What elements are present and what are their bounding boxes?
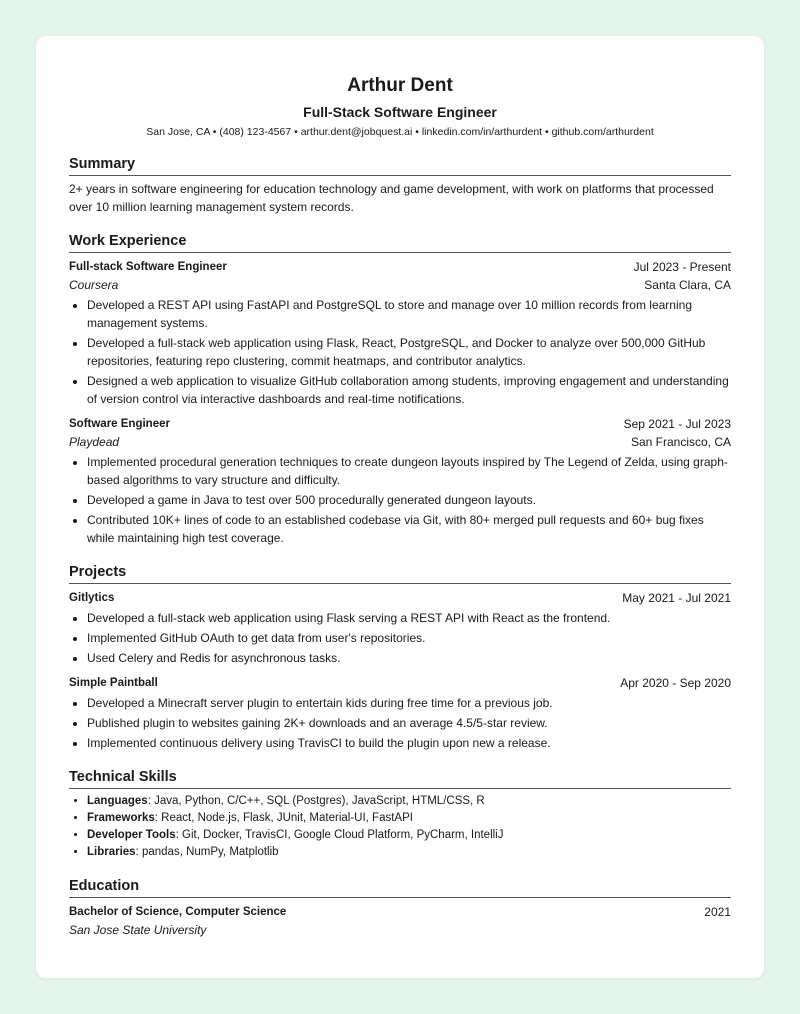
projects-section — [69, 563, 731, 752]
section-title-summary: Summary — [69, 155, 731, 176]
resume-header — [69, 74, 731, 139]
job-location: Santa Clara, CA — [644, 278, 731, 292]
bullet-item: • Contributed 10K+ lines of code to an established codebase via Git, with 80+ merged pull requests and 60+ bug fixes while maintaining high test coverage. — [87, 511, 731, 547]
resume-page — [36, 36, 764, 978]
bullet-item: • Developed a REST API using FastAPI and PostgreSQL to store and manage over 10 million records from learning management systems. — [87, 296, 731, 332]
summary-text: 2+ years in software engineering for education technology and game development, with work on platforms that processed over 10 million learning management system records. — [69, 182, 714, 214]
section-title-projects: Projects — [69, 563, 731, 584]
skill-category: Frameworks — [87, 812, 155, 824]
job-title: Full-stack Software Engineer — [69, 261, 227, 273]
section-title-skills: Technical Skills — [69, 768, 731, 789]
skill-item — [87, 793, 731, 810]
school-name: San Jose State University — [69, 923, 207, 937]
skills-list — [69, 793, 731, 861]
project-entry — [69, 674, 731, 752]
project-dates: May 2021 - Jul 2021 — [622, 591, 731, 605]
project-name: Gitlytics — [69, 592, 115, 604]
bullet-item: • Used Celery and Redis for asynchronous tasks. — [87, 649, 731, 667]
degree: Bachelor of Science, Computer Science — [69, 906, 287, 918]
job-company: Playdead — [69, 435, 120, 449]
skill-values: : Git, Docker, TravisCI, Google Cloud Platform, PyCharm, IntelliJ — [175, 829, 504, 841]
bullet-item: • Implemented procedural generation techniques to create dungeon layouts inspired by The Legend of Zelda, using graph-based algorithms to vary structure and difficulty. — [87, 453, 731, 489]
job-company: Coursera — [69, 278, 119, 292]
bullet-item: • Developed a Minecraft server plugin to entertain kids during free time for a previous job. — [87, 694, 731, 712]
candidate-name: Arthur Dent — [347, 75, 453, 96]
work-experience-section — [69, 232, 731, 547]
skill-values: : Java, Python, C/C++, SQL (Postgres), JavaScript, HTML/CSS, R — [147, 795, 485, 807]
skill-item — [87, 810, 731, 827]
project-name: Simple Paintball — [69, 677, 158, 689]
education-section — [69, 877, 731, 939]
bullet-item: • Implemented continuous delivery using TravisCI to build the plugin upon new a release. — [87, 734, 731, 752]
contact-line: San Jose, CA • (408) 123-4567 • arthur.dent@jobquest.ai • linkedin.com/in/arthurdent • github.com/arthurdent — [146, 126, 654, 138]
project-dates: Apr 2020 - Sep 2020 — [620, 676, 731, 690]
job-bullets — [69, 296, 731, 408]
bullet-item: • Developed a game in Java to test over 500 procedurally generated dungeon layouts. — [87, 491, 731, 509]
skill-item — [87, 827, 731, 844]
bullet-item: • Developed a full-stack web application using Flask, React, PostgreSQL, and Docker to analyze over 500,000 GitHub repositories, featuring repo clustering, commit heatmaps, and contributor analytics. — [87, 334, 731, 370]
project-bullets — [69, 609, 731, 667]
job-dates: Jul 2023 - Present — [633, 260, 731, 274]
section-title-work: Work Experience — [69, 232, 731, 253]
bullet-item: • Published plugin to websites gaining 2K+ downloads and an average 4.5/5-star review. — [87, 714, 731, 732]
job-title: Software Engineer — [69, 418, 170, 430]
skill-category: Languages — [87, 795, 148, 807]
graduation-year: 2021 — [704, 905, 731, 919]
section-title-education: Education — [69, 877, 731, 898]
project-entry — [69, 589, 731, 667]
summary-section — [69, 155, 731, 216]
skill-category: Developer Tools — [87, 829, 176, 841]
skill-values: : pandas, NumPy, Matplotlib — [135, 846, 279, 858]
candidate-role: Full-Stack Software Engineer — [303, 104, 497, 120]
job-entry — [69, 258, 731, 408]
technical-skills-section — [69, 768, 731, 861]
project-bullets — [69, 694, 731, 752]
skill-values: : React, Node.js, Flask, JUnit, Material-UI, FastAPI — [154, 812, 413, 824]
job-location: San Francisco, CA — [630, 435, 731, 449]
skill-item — [87, 844, 731, 861]
skill-category: Libraries — [87, 846, 136, 858]
job-dates: Sep 2021 - Jul 2023 — [623, 417, 731, 431]
job-entry — [69, 415, 731, 547]
education-entry — [69, 903, 731, 939]
bullet-item: • Implemented GitHub OAuth to get data from user's repositories. — [87, 629, 731, 647]
bullet-item: • Developed a full-stack web application using Flask serving a REST API with React as the frontend. — [87, 609, 731, 627]
bullet-item: • Designed a web application to visualize GitHub collaboration among students, improving engagement and understanding of version control via interactive dashboards and real-time notifications. — [87, 372, 731, 408]
job-bullets — [69, 453, 731, 547]
